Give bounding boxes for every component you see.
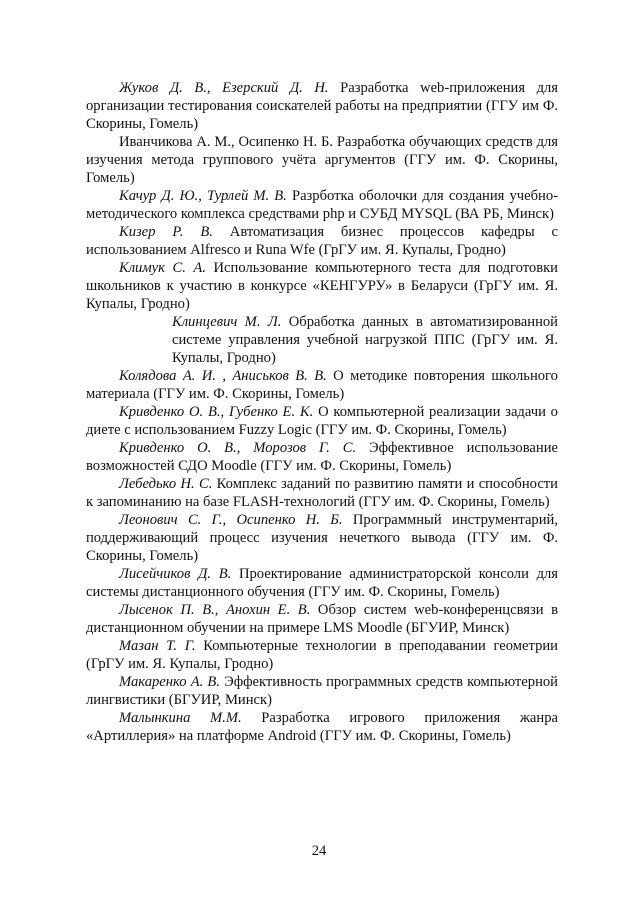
entry-authors: Жуков Д. В., Езерский Д. Н. <box>119 80 329 96</box>
bibliography-list <box>86 79 558 745</box>
entry-authors: Качур Д. Ю., Турлей М. В. <box>119 188 287 204</box>
bibliography-entry <box>86 601 558 637</box>
entry-title: Использование компьютерного теста для подготовки школьников к участию в конкурсе «КЕНГУРУ» в Беларуси (ГрГУ им. Я. Купалы, Гродно) <box>86 260 558 312</box>
entry-title: Автоматизация бизнес процессов кафедры с использованием Alfresco и Runa Wfe (ГрГУ им. Я. Купалы, Гродно) <box>86 224 558 258</box>
bibliography-entry <box>86 637 558 673</box>
entry-authors: Кизер Р. В. <box>119 224 213 240</box>
bibliography-entry <box>86 223 558 259</box>
bibliography-entry <box>86 439 558 475</box>
entry-authors: Лысенок П. В., Анохин Е. В. <box>119 602 311 618</box>
entry-authors: Кривденко О. В., Морозов Г. С. <box>119 440 357 456</box>
entry-authors: Колядова А. И. , Аниськов В. В. <box>119 368 327 384</box>
entry-title: Компьютерные технологии в преподавании геометрии (ГрГУ им. Я. Купалы, Гродно) <box>86 638 558 672</box>
bibliography-entry <box>86 187 558 223</box>
entry-authors: Клинцевич М. Л. <box>172 314 282 330</box>
bibliography-entry <box>86 133 558 187</box>
bibliography-entry <box>86 475 558 511</box>
entry-title: Обработка данных в автоматизированной системе управления учебной нагрузкой ППС (ГрГУ им. Я. Купалы, Гродно) <box>172 314 558 366</box>
bibliography-entry <box>86 259 558 313</box>
entry-title: Разрботка оболочки для создания учебно-методического комплекса средствами php и СУБД MYSQL (ВА РБ, Минск) <box>86 188 558 222</box>
bibliography-entry <box>86 511 558 565</box>
entry-title: Эффективность программных средств компьютерной лингвистики (БГУИР, Минск) <box>86 674 558 708</box>
entry-title: Программный инструментарий, поддерживающий процесс изучения нечеткого вывода (ГГУ им. Ф. Скорины, Гомель) <box>86 512 558 564</box>
entry-title: Разработка игрового приложения жанра «Артиллерия» на платформе Android (ГГУ им. Ф. Скорины, Гомель) <box>86 710 558 744</box>
entry-title: О методике повторения школьного материала (ГГУ им. Ф. Скорины, Гомель) <box>86 368 558 402</box>
bibliography-entry <box>86 673 558 709</box>
entry-authors: Леонович С. Г., Осипенко Н. Б. <box>119 512 343 528</box>
entry-authors: Малынкина М.М. <box>119 710 242 726</box>
entry-title: Комплекс заданий по развитию памяти и способности к запоминанию на базе FLASH-технологий (ГГУ им. Ф. Скорины, Гомель) <box>86 476 558 510</box>
entry-authors: Иванчикова А. М., Осипенко Н. Б. <box>119 134 334 150</box>
page-number: 24 <box>311 843 327 859</box>
entry-title: О компьютерной реализации задачи о диете с использованием Fuzzy Logic (ГГУ им. Ф. Скорины, Гомель) <box>86 404 558 438</box>
bibliography-entry <box>86 709 558 745</box>
entry-authors: Макаренко А. В. <box>119 674 220 690</box>
bibliography-entry <box>86 367 558 403</box>
entry-authors: Лебедько Н. С. <box>119 476 213 492</box>
entry-authors: Климук С. А. <box>119 260 206 276</box>
entry-authors: Мазан Т. Г. <box>119 638 196 654</box>
entry-title: Эффективное использование возможностей СДО Moodle (ГГУ им. Ф. Скорины, Гомель) <box>86 440 558 474</box>
bibliography-entry <box>86 79 558 133</box>
entry-title: Обзор систем web-конференцсвязи в дистанционном обучении на примере LMS Moodle (БГУИР, Минск) <box>86 602 558 636</box>
entry-title: Разработка web-приложения для организации тестирования соискателей работы на предприятии (ГГУ им Ф. Скорины, Гомель) <box>86 80 558 132</box>
bibliography-entry <box>86 403 558 439</box>
bibliography-entry <box>86 565 558 601</box>
entry-authors: Лисейчиков Д. В. <box>119 566 232 582</box>
document-page <box>86 79 558 745</box>
entry-title: Разработка обучающих средств для изучения метода группового учёта аргументов (ГГУ им. Ф. Скорины, Гомель) <box>86 134 558 186</box>
entry-authors: Кривденко О. В., Губенко Е. К. <box>119 404 314 420</box>
bibliography-entry <box>172 313 558 367</box>
entry-title: Проектирование администраторской консоли для системы дистанционного обучения (ГГУ им. Ф. Скорины, Гомель) <box>86 566 558 600</box>
